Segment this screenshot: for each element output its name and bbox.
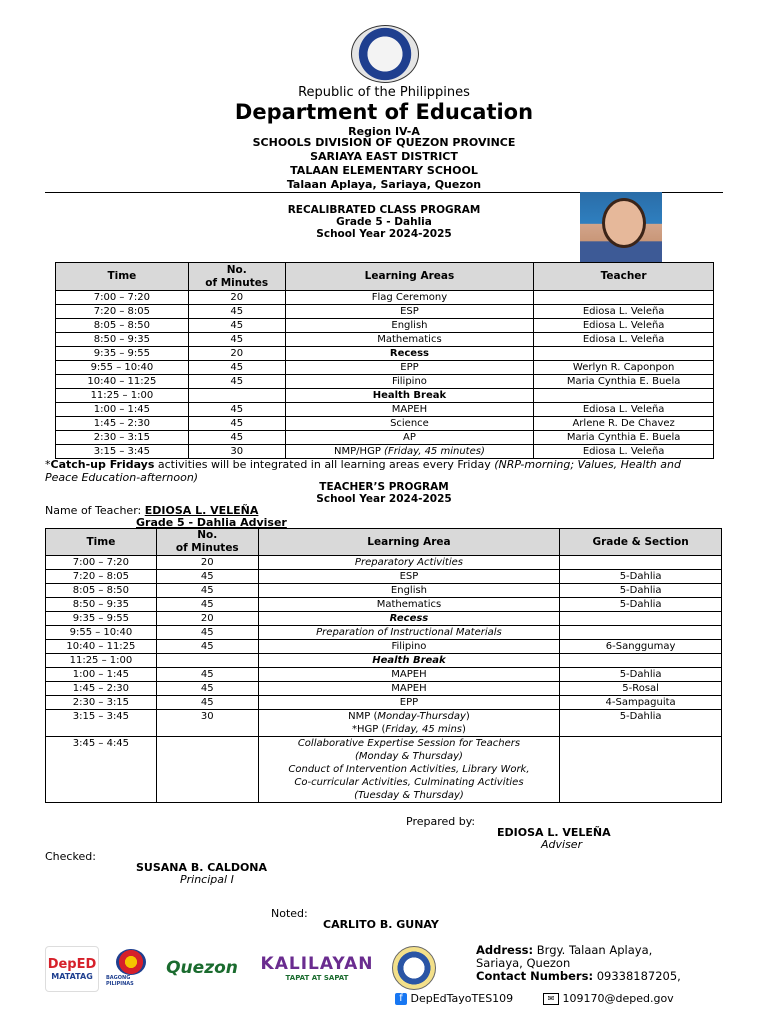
bagong-pilipinas-icon: [116, 949, 146, 975]
region-line: Region IV-A: [348, 125, 420, 138]
facebook-icon: f: [395, 993, 407, 1005]
class-program-table: [55, 262, 714, 459]
table-row: 8:50 – 9:35 45 Mathematics 5-Dahlia: [46, 598, 722, 612]
teacher-name-line: Name of Teacher: EDIOSA L. VELEÑA: [45, 504, 259, 517]
table-row: 10:40 – 11:25 45 Filipino Maria Cynthia E. Buela: [56, 375, 714, 389]
table-row: 3:15 – 3:45 30 NMP/HGP (Friday, 45 minutes) Ediosa L. Veleña: [56, 445, 714, 459]
class-program-grade: Grade 5 - Dahlia: [336, 216, 432, 228]
department-title: Department of Education: [234, 100, 534, 124]
republic-line: Republic of the Philippines: [298, 85, 470, 100]
table-row: 10:40 – 11:25 45 Filipino 6-Sanggumay: [46, 640, 722, 654]
table-row: 9:35 – 9:55 20 Recess: [56, 347, 714, 361]
table-row: 7:00 – 7:20 20 Flag Ceremony: [56, 291, 714, 305]
deped-seal-icon: [351, 25, 419, 83]
col-teacher: Teacher: [534, 263, 714, 291]
table-row: 1:00 – 1:45 45 MAPEH 5-Dahlia: [46, 668, 722, 682]
school-seal-icon: [392, 946, 436, 990]
table-row: 1:00 – 1:45 45 MAPEH Ediosa L. Veleña: [56, 403, 714, 417]
checked-label: Checked:: [45, 850, 96, 863]
table-row: 3:45 – 4:45 Collaborative Expertise Session for Teachers (Monday & Thursday) Conduct of Intervention Activities, Library Work, Co-curricular Activities, Culminating Activities (Tuesday & Thursday): [46, 737, 722, 803]
col-learning-areas: Learning Areas: [285, 263, 534, 291]
table-row: 9:35 – 9:55 20 Recess: [46, 612, 722, 626]
deped-matatag-logo: DepED MATATAG: [45, 946, 99, 992]
prepared-label: Prepared by:: [406, 815, 476, 828]
adviser-line: Grade 5 - Dahlia Adviser: [136, 516, 287, 529]
table-row: 8:05 – 8:50 45 English 5-Dahlia: [46, 584, 722, 598]
class-program-year: School Year 2024-2025: [316, 228, 452, 240]
prepared-name: EDIOSA L. VELEÑA: [497, 826, 611, 839]
teacher-photo-face: [602, 198, 646, 248]
deped-quezon-logo: Quezon: [162, 946, 242, 990]
checked-name: SUSANA B. CALDONA: [136, 861, 268, 874]
prepared-role: Adviser: [541, 838, 583, 851]
table-row: 9:55 – 10:40 45 EPP Werlyn R. Caponpon: [56, 361, 714, 375]
division-line: SCHOOLS DIVISION OF QUEZON PROVINCE: [252, 136, 516, 149]
table-row: 2:30 – 3:15 45 AP Maria Cynthia E. Buela: [56, 431, 714, 445]
table-row: 8:50 – 9:35 45 Mathematics Ediosa L. Veleña: [56, 333, 714, 347]
teacher-photo: [580, 192, 662, 262]
col-time: Time: [56, 263, 189, 291]
facebook-link[interactable]: f DepEdTayoTES109: [395, 992, 513, 1005]
teacher-program-title: TEACHER’S PROGRAM: [319, 481, 449, 493]
col-grade-section: Grade & Section: [560, 529, 722, 556]
email-link[interactable]: ✉ 109170@deped.gov: [543, 992, 674, 1005]
address-block: Address: Brgy. Talaan Aplaya, Sariaya, Quezon Contact Numbers: 09338187205,: [476, 943, 681, 983]
col-time: Time: [46, 529, 157, 556]
noted-label: Noted:: [271, 907, 308, 920]
teacher-program-year: School Year 2024-2025: [316, 493, 452, 505]
mail-icon: ✉: [543, 993, 559, 1005]
table-row: 9:55 – 10:40 45 Preparation of Instructional Materials: [46, 626, 722, 640]
col-learning-area: Learning Area: [258, 529, 559, 556]
table-row: 3:15 – 3:45 30 NMP (Monday-Thursday) *HGP (Friday, 45 mins) 5-Dahlia: [46, 710, 722, 737]
col-minutes: No. of Minutes: [156, 529, 258, 556]
col-minutes: No. of Minutes: [188, 263, 285, 291]
catchup-note: *Catch-up Fridays activities will be integrated in all learning areas every Friday (NRP-morning; Values, Health and Peace Education-afternoon): [45, 458, 681, 484]
bagong-pilipinas-logo: BAGONG PILIPINAS: [106, 946, 156, 990]
table-row: 7:20 – 8:05 45 ESP 5-Dahlia: [46, 570, 722, 584]
table-row: 11:25 – 1:00 Health Break: [56, 389, 714, 403]
table-row: 1:45 – 2:30 45 Science Arlene R. De Chavez: [56, 417, 714, 431]
table-row: 2:30 – 3:15 45 EPP 4-Sampaguita: [46, 696, 722, 710]
checked-role: Principal I: [180, 873, 234, 886]
school-line: TALAAN ELEMENTARY SCHOOL: [290, 164, 478, 177]
noted-name: CARLITO B. GUNAY: [323, 918, 439, 931]
kalilayan-logo: KALILAYAN TAPAT AT SAPAT: [248, 946, 386, 990]
class-program-title: RECALIBRATED CLASS PROGRAM: [287, 204, 481, 216]
teacher-program-table: [45, 528, 722, 803]
table-row: 7:20 – 8:05 45 ESP Ediosa L. Veleña: [56, 305, 714, 319]
table-row: 7:00 – 7:20 20 Preparatory Activities: [46, 556, 722, 570]
table-row: 8:05 – 8:50 45 English Ediosa L. Veleña: [56, 319, 714, 333]
location-line: Talaan Aplaya, Sariaya, Quezon: [286, 178, 482, 191]
table-row: 1:45 – 2:30 45 MAPEH 5-Rosal: [46, 682, 722, 696]
district-line: SARIAYA EAST DISTRICT: [310, 150, 458, 163]
table-row: 11:25 – 1:00 Health Break: [46, 654, 722, 668]
